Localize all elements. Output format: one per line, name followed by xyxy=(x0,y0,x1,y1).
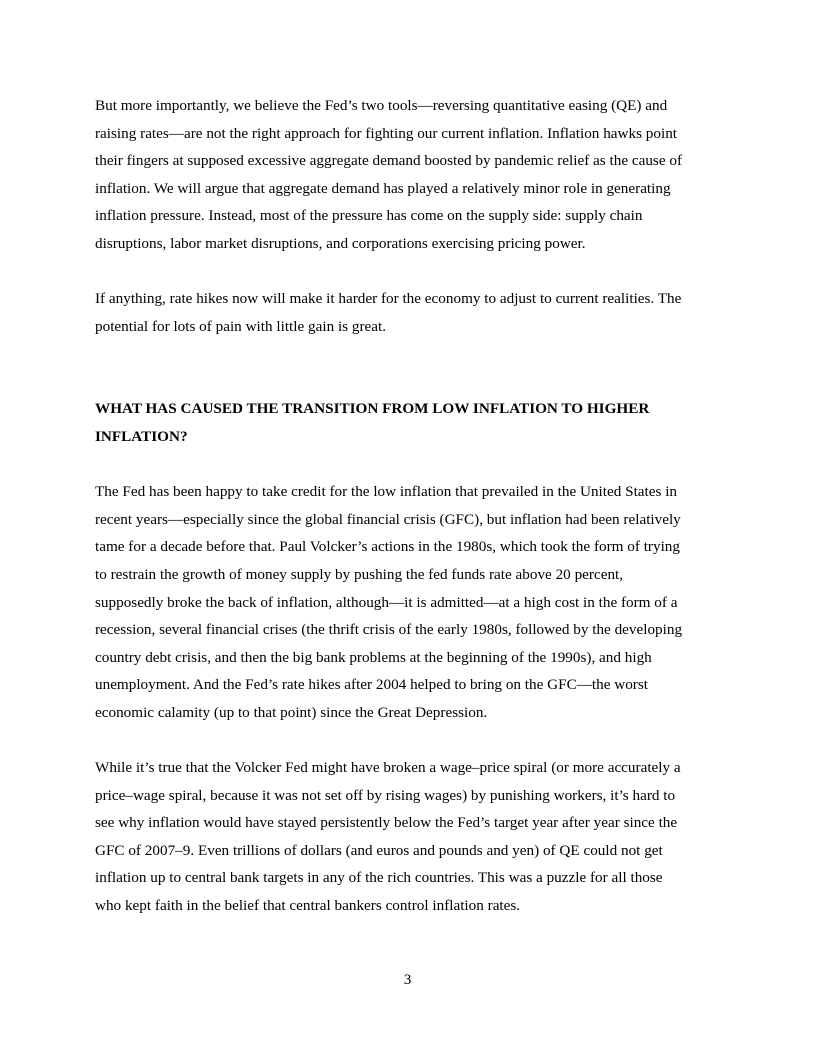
text-line: The Fed has been happy to take credit for the low inflation that prevailed in the United States in xyxy=(95,483,678,501)
paragraph-spacer xyxy=(95,451,720,479)
paragraph-spacer xyxy=(95,726,720,754)
text-line: raising rates—are not the right approach for fighting our current inflation. Inflation hawks point xyxy=(95,124,678,142)
text-line: While it’s true that the Volcker Fed might have broken a wage–price spiral (or more accurately a xyxy=(95,759,681,777)
paragraph-spacer xyxy=(95,258,720,286)
section-spacer xyxy=(95,340,720,395)
heading-line: WHAT HAS CAUSED THE TRANSITION FROM LOW INFLATION TO HIGHER xyxy=(95,400,650,418)
text-line: tame for a decade before that. Paul Volcker’s actions in the 1980s, which took the form of trying xyxy=(95,538,680,556)
page-number: 3 xyxy=(403,971,412,988)
section-heading xyxy=(95,395,720,450)
text-line: unemployment. And the Fed’s rate hikes after 2004 helped to bring on the GFC—the worst xyxy=(95,676,648,694)
text-line: inflation pressure. Instead, most of the pressure has come on the supply side: supply chain xyxy=(95,207,643,225)
text-line: their fingers at supposed excessive aggregate demand boosted by pandemic relief as the cause of xyxy=(95,152,683,170)
text-line: recession, several financial crises (the thrift crisis of the early 1980s, followed by the developing xyxy=(95,621,683,639)
text-line: supposedly broke the back of inflation, although—it is admitted—at a high cost in the form of a xyxy=(95,593,678,611)
text-line: country debt crisis, and then the big bank problems at the beginning of the 1990s), and high xyxy=(95,648,652,666)
text-line: GFC of 2007–9. Even trillions of dollars (and euros and pounds and yen) of QE could not get xyxy=(95,841,663,859)
document-page xyxy=(95,92,720,920)
text-line: inflation up to central bank targets in any of the rich countries. This was a puzzle for all those xyxy=(95,869,663,887)
text-line: recent years—especially since the global financial crisis (GFC), but inflation had been relatively xyxy=(95,510,681,528)
text-line: economic calamity (up to that point) since the Great Depression. xyxy=(95,703,488,721)
text-line: who kept faith in the belief that central bankers control inflation rates. xyxy=(95,897,521,915)
text-line: price–wage spiral, because it was not set off by rising wages) by punishing workers, it’s hard to xyxy=(95,786,676,804)
paragraph-fed-tools xyxy=(95,92,720,258)
heading-line: INFLATION? xyxy=(95,427,188,445)
paragraph-rate-hikes xyxy=(95,285,720,340)
text-line: disruptions, labor market disruptions, and corporations exercising pricing power. xyxy=(95,234,586,252)
paragraph-volcker xyxy=(95,754,720,920)
text-line: see why inflation would have stayed persistently below the Fed’s target year after year since the xyxy=(95,814,678,832)
text-line: to restrain the growth of money supply by pushing the fed funds rate above 20 percent, xyxy=(95,565,624,583)
text-line: If anything, rate hikes now will make it harder for the economy to adjust to current realities. The xyxy=(95,290,682,308)
paragraph-fed-credit xyxy=(95,478,720,726)
text-line: But more importantly, we believe the Fed’s two tools—reversing quantitative easing (QE) and xyxy=(95,97,668,114)
text-line: inflation. We will argue that aggregate demand has played a relatively minor role in generating xyxy=(95,179,671,197)
text-line: potential for lots of pain with little gain is great. xyxy=(95,317,387,335)
